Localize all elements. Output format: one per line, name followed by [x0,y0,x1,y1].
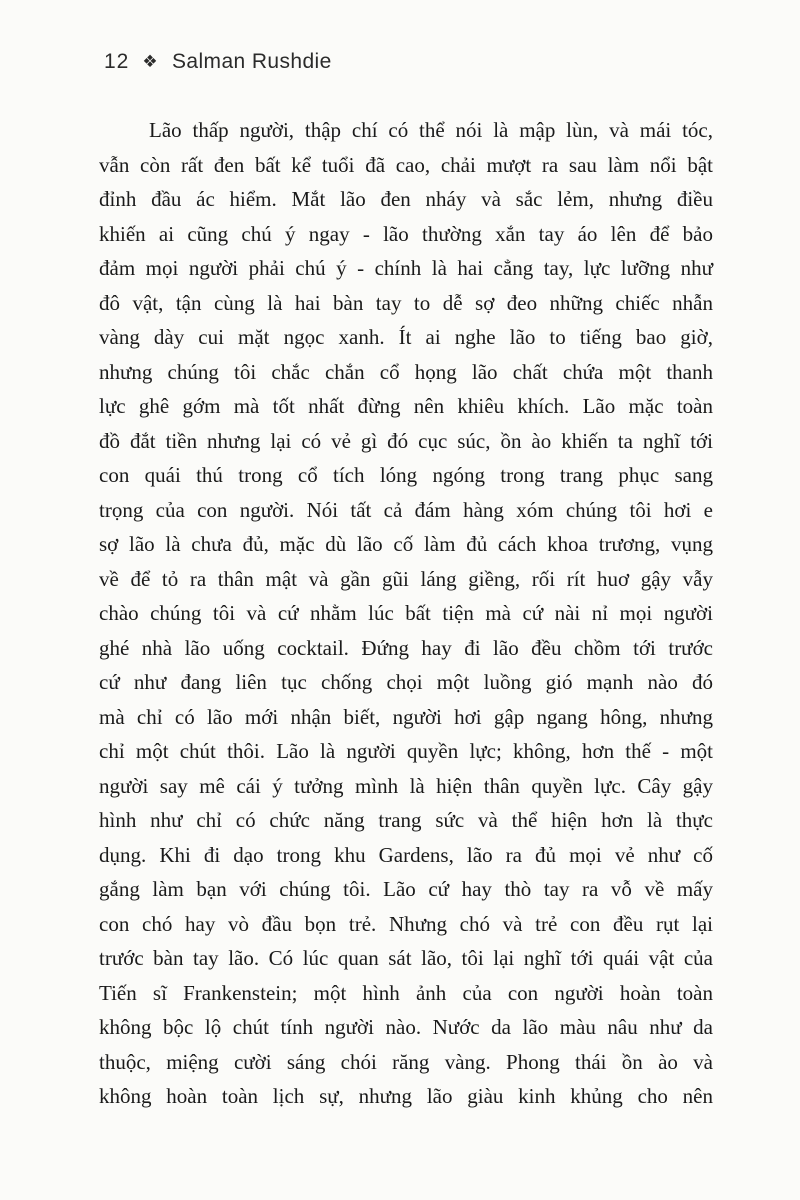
text-line: vẫn còn rất đen bất kể tuổi đã cao, chải mượt ra sau làm nổi bật [99,152,713,177]
text-line: đỉnh đầu ác hiểm. Mắt lão đen nháy và sắc lẻm, nhưng điều [99,187,713,211]
text-line: ghé nhà lão uống cocktail. Đứng hay đi lão đều chồm tới trước [99,635,713,660]
text-line: chỉ một chút thôi. Lão là người quyền lực; không, hơn thế - một [99,739,713,763]
text-line: thuộc, miệng cười sáng chói răng vàng. Phong thái ồn ào và [99,1049,713,1074]
text-line: nhưng chúng tôi chắc chắn cổ họng lão chất chứa một thanh [99,359,713,384]
body-text [99,113,713,1114]
text-line: người say mê cái ý tưởng mình là hiện thân quyền lực. Cây gậy [99,773,713,798]
text-line: đồ đắt tiền nhưng lại có vẻ gì đó cục súc, ồn ào khiến ta nghĩ tới [99,428,713,453]
text-line: Tiến sĩ Frankenstein; một hình ảnh của con người hoàn toàn [99,980,713,1005]
text-line: lực ghê gớm mà tốt nhất đừng nên khiêu khích. Lão mặc toàn [99,394,713,418]
text-line: chào chúng tôi và cứ nhằm lúc bất tiện mà cứ nài nỉ mọi người [99,601,713,625]
text-line: dụng. Khi đi dạo trong khu Gardens, lão ra đủ mọi vẻ như cố [99,842,713,867]
running-head [104,50,332,74]
text-line: hình như chỉ có chức năng trang sức và thể hiện hơn là thực [99,808,713,832]
text-line: về để tỏ ra thân mật và gần gũi láng giềng, rối rít huơ gậy vẫy [99,566,713,591]
text-line: vàng dày cui mặt ngọc xanh. Ít ai nghe lão to tiếng bao giờ, [99,325,713,349]
text-line: đảm mọi người phải chú ý - chính là hai cẳng tay, lực lưỡng như [99,256,713,280]
text-line: khiến ai cũng chú ý ngay - lão thường xắn tay áo lên để bảo [99,221,713,246]
text-line: cứ như đang liên tục chống chọi một luồng gió mạnh nào đó [99,670,713,694]
text-line: không hoàn toàn lịch sự, nhưng lão giàu kinh khủng cho nên [99,1084,713,1108]
text-line: con chó hay vò đầu bọn trẻ. Nhưng chó và trẻ con đều rụt lại [99,911,713,936]
text-line: con quái thú trong cổ tích lóng ngóng trong trang phục sang [99,463,713,487]
text-line: đô vật, tận cùng là hai bàn tay to dễ sợ đeo những chiếc nhẫn [99,290,713,315]
text-line: trọng của con người. Nói tất cả đám hàng xóm chúng tôi hơi e [99,497,713,522]
text-line: Lão thấp người, thập chí có thể nói là mập lùn, và mái tóc, [149,118,713,142]
text-line: không bộc lộ chút tính người nào. Nước da lão màu nâu như da [99,1015,713,1039]
running-head-author: Salman Rushdie [172,50,332,73]
text-line: trước bàn tay lão. Có lúc quan sát lão, tôi lại nghĩ tới quái vật của [99,946,713,970]
text-line: sợ lão là chưa đủ, mặc dù lão cố làm đủ cách khoa trương, vụng [99,532,713,556]
page-number: 12 [104,50,130,73]
diamond-ornament-icon: ❖ [142,52,158,72]
text-line: gắng làm bạn với chúng tôi. Lão cứ hay thò tay ra vỗ về mấy [99,877,713,901]
text-line: mà chỉ có lão mới nhận biết, người hơi gập ngang hông, nhưng [99,704,713,729]
